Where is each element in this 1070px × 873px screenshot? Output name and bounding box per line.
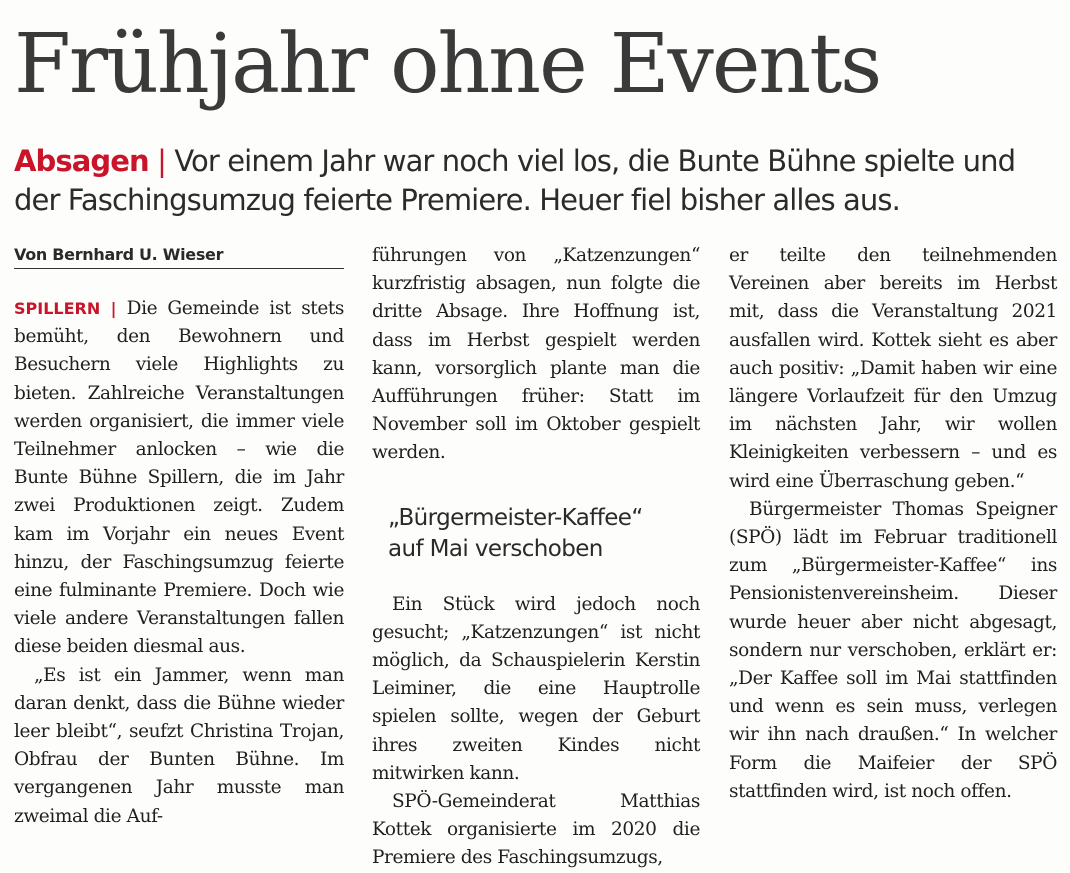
- paragraph-2-end: führungen von „Katzenzungen“ kurzfristig absagen, nun folgte die dritte Absage. Ihre Hoffnung ist, dass im Herbst gespielt werden kann, vorsorglich plante man die Aufführungen früher: Statt im November soll im Oktober gespielt werden.: [372, 245, 700, 464]
- paragraph-4-end: er teilte den teilnehmenden Vereinen aber bereits im Herbst mit, dass die Veranstaltung 2021 ausfallen wird. Kottek sieht es aber auch positiv: „Damit haben wir eine längere Vorlaufzeit für den Umzug im nächsten Jahr, wir wollen Kleinigkeiten verbessern – und es wird eine Überraschung geben.“: [729, 245, 1057, 492]
- article-column-3: [729, 242, 1057, 806]
- subtitle: [388, 503, 700, 565]
- paragraph-1: [14, 295, 344, 662]
- subtitle-line-2: auf Mai verschoben: [388, 535, 603, 562]
- paragraph-3: Ein Stück wird jedoch noch gesucht; „Katzenzungen“ ist nicht möglich, da Schauspielerin Kerstin Leiminer, die eine Hauptrolle spielen sollte, wegen der Geburt ihres zweiten Kindes nicht mitwirken kann.: [372, 593, 700, 784]
- article-column-1: [14, 242, 344, 831]
- deck: [14, 142, 1059, 220]
- paragraph-5: Bürgermeister Thomas Speigner (SPÖ) lädt im Februar traditionell zum „Bürgermeister-Kaffee“ ins Pensionistenvereinsheim. Dieser wurde heuer aber nicht abgesagt, sondern nur verschoben, erklärt er: „Der Kaffee soll im Mai stattfinden und wenn es sein muss, verlegen wir ihn nach draußen.“ In welcher Form die Maifeier der SPÖ stattfinden wird, ist noch offen.: [729, 498, 1057, 802]
- paragraph-1-text: Die Gemeinde ist stets bemüht, den Bewohnern und Besuchern viele Highlights zu bieten. Zahlreiche Veranstaltungen werden organisiert, die immer viele Teilnehmer anlocken – wie die Bunte Bühne Spillern, die im Jahr zwei Produktionen zeigt. Zudem kam im Vorjahr ein neues Event hinzu, der Faschingsumzug feierte eine fulminante Premiere. Doch wie viele andere Veranstaltungen fallen diese beiden diesmal aus.: [14, 298, 344, 658]
- kicker-separator: |: [157, 144, 167, 178]
- deck-text: Vor einem Jahr war noch viel los, die Bunte Bühne spielte und der Faschingsumzug feierte Premiere. Heuer fiel bisher alles aus.: [14, 144, 1016, 217]
- byline: Von Bernhard U. Wieser: [14, 242, 344, 269]
- paragraph-2-start: „Es ist ein Jammer, wenn man daran denkt, dass die Bühne wieder leer bleibt“, seufzt Christina Trojan, Obfrau der Bunten Bühne. Im vergangenen Jahr musste man zweimal die Auf-: [14, 664, 344, 827]
- subtitle-line-1: „Bürgermeister-Kaffee“: [388, 504, 643, 531]
- paragraph-4-start: SPÖ-Gemeinderat Matthias Kottek organisierte im 2020 die Premiere des Faschingsumzugs,: [372, 791, 700, 869]
- article-column-2: [372, 242, 700, 873]
- kicker: Absagen: [14, 144, 149, 178]
- headline: Frühjahr ohne Events: [14, 17, 881, 112]
- place-kicker: SPILLERN |: [14, 299, 117, 318]
